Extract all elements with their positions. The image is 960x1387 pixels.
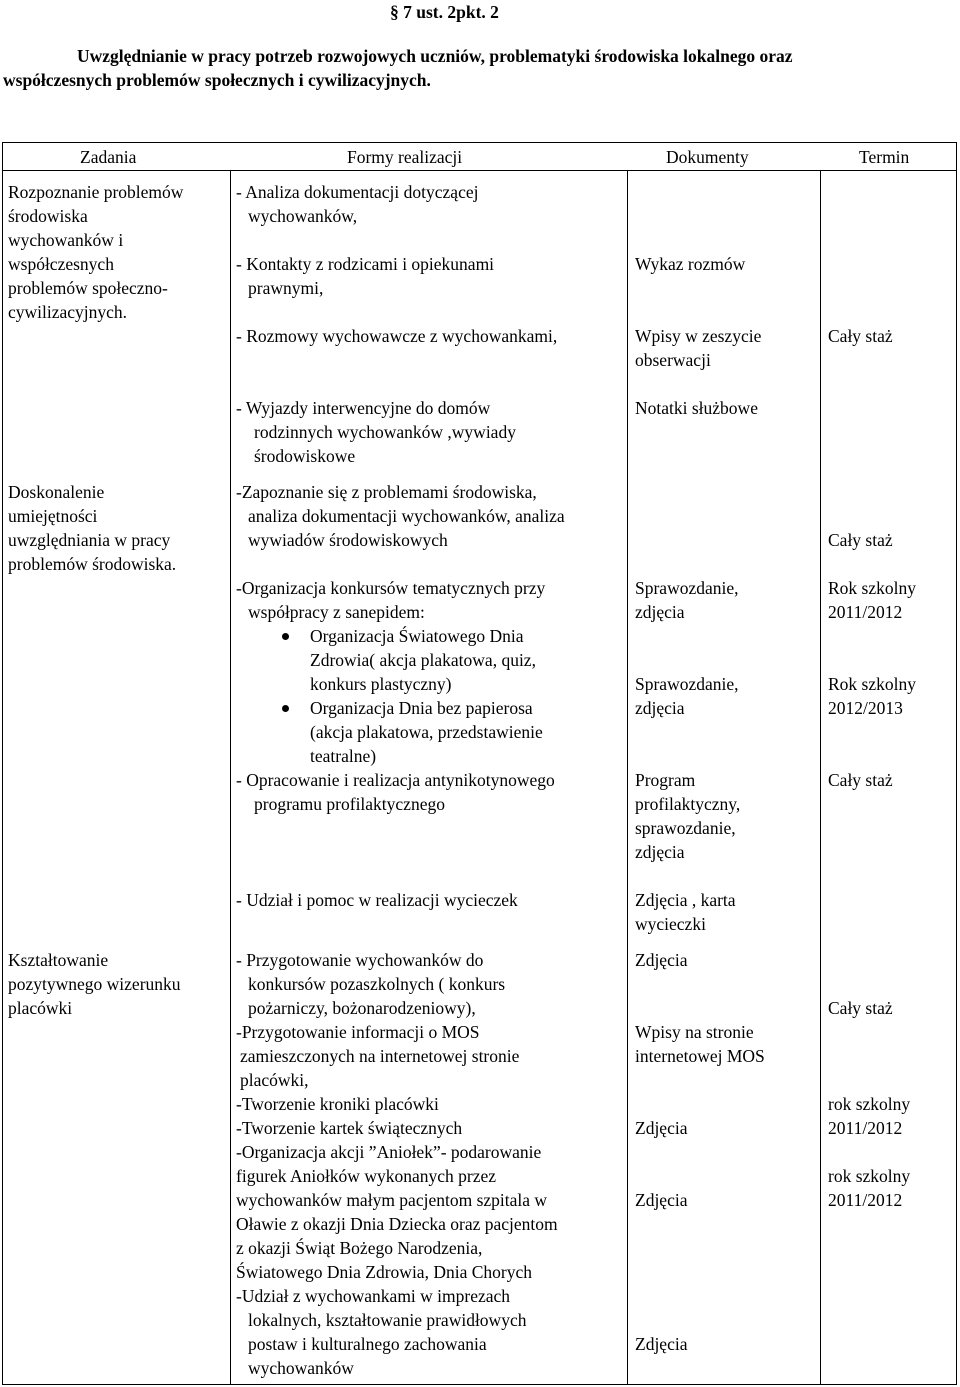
- column-divider-2: [627, 170, 628, 1385]
- document-title-line-1: Uwzględnianie w pracy potrzeb rozwojowych uczniów, problematyki środowiska lokalnego oraz: [77, 46, 793, 66]
- document-line: profilaktyczny,: [635, 794, 741, 814]
- form-line: - Rozmowy wychowawcze z wychowankami,: [236, 326, 558, 346]
- form-line: teatralne): [310, 746, 377, 766]
- term-line: Cały staż: [828, 770, 893, 790]
- table-top-border: [2, 142, 957, 143]
- column-divider-1: [230, 170, 231, 1385]
- form-line: konkursów pozaszkolnych ( konkurs: [248, 974, 506, 994]
- task-line: środowiska: [8, 206, 88, 226]
- column-header-forms: Formy realizacji: [347, 147, 463, 167]
- bullet-icon: [282, 633, 289, 640]
- document-line: Wykaz rozmów: [635, 254, 746, 274]
- form-line: -Organizacja konkursów tematycznych przy: [236, 578, 546, 598]
- form-line: zamieszczonych na internetowej stronie: [240, 1046, 520, 1066]
- document-line: Zdjęcia: [635, 1190, 688, 1210]
- form-line: z okazji Świąt Bożego Narodzenia,: [236, 1238, 483, 1258]
- term-line: rok szkolny: [828, 1166, 911, 1186]
- form-line: -Przygotowanie informacji o MOS: [236, 1022, 480, 1042]
- document-line: Notatki służbowe: [635, 398, 758, 418]
- form-line: wychowanków,: [248, 206, 358, 226]
- term-line: Cały staż: [828, 998, 893, 1018]
- document-line: Sprawozdanie,: [635, 674, 739, 694]
- form-line: - Wyjazdy interwencyjne do domów: [236, 398, 491, 418]
- term-line: Rok szkolny: [828, 578, 916, 598]
- form-line: pożarniczy, bożonarodzeniowy),: [248, 998, 476, 1018]
- document-line: Zdjęcia: [635, 1334, 688, 1354]
- form-line: Zdrowia( akcja plakatowa, quiz,: [310, 650, 536, 670]
- form-line: prawnymi,: [248, 278, 324, 298]
- document-line: Wpisy w zeszycie: [635, 326, 762, 346]
- document-line: zdjęcia: [635, 842, 685, 862]
- term-line: 2011/2012: [828, 1190, 903, 1210]
- form-line: - Analiza dokumentacji dotyczącej: [236, 182, 479, 202]
- form-line: - Udział i pomoc w realizacji wycieczek: [236, 890, 518, 910]
- column-header-tasks: Zadania: [80, 147, 137, 167]
- document-line: Wpisy na stronie: [635, 1022, 754, 1042]
- header-bottom-border: [2, 170, 957, 171]
- document-title-line-2: współczesnych problemów społecznych i cywilizacyjnych.: [3, 70, 431, 90]
- form-line: wychowanków: [248, 1358, 354, 1378]
- section-reference: § 7 ust. 2pkt. 2: [390, 2, 499, 22]
- form-line: współpracy z sanepidem:: [248, 602, 425, 622]
- term-line: 2011/2012: [828, 602, 903, 622]
- document-line: sprawozdanie,: [635, 818, 736, 838]
- document-line: wycieczki: [635, 914, 706, 934]
- document-line: Zdjęcia: [635, 1118, 688, 1138]
- form-line: placówki,: [240, 1070, 309, 1090]
- form-line: Światowego Dnia Zdrowia, Dnia Chorych: [236, 1262, 532, 1282]
- document-line: Zdjęcia , karta: [635, 890, 736, 910]
- task-line: Rozpoznanie problemów: [8, 182, 184, 202]
- form-line: - Opracowanie i realizacja antynikotynowego: [236, 770, 555, 790]
- form-line: figurek Aniołków wykonanych przez: [236, 1166, 496, 1186]
- column-header-term: Termin: [859, 147, 910, 167]
- task-line: pozytywnego wizerunku: [8, 974, 181, 994]
- form-line: -Zapoznanie się z problemami środowiska,: [236, 482, 537, 502]
- task-line: placówki: [8, 998, 73, 1018]
- document-line: Program: [635, 770, 696, 790]
- task-line: uwzględniania w pracy: [8, 530, 171, 550]
- term-line: Cały staż: [828, 326, 893, 346]
- form-line: - Przygotowanie wychowanków do: [236, 950, 484, 970]
- form-line: Organizacja Dnia bez papierosa: [310, 698, 533, 718]
- term-line: rok szkolny: [828, 1094, 911, 1114]
- form-line: programu profilaktycznego: [254, 794, 445, 814]
- form-line: Oławie z okazji Dnia Dziecka oraz pacjentom: [236, 1214, 558, 1234]
- task-line: cywilizacyjnych.: [8, 302, 128, 322]
- task-line: Kształtowanie: [8, 950, 109, 970]
- task-line: problemów społeczno-: [8, 278, 168, 298]
- form-line: Organizacja Światowego Dnia: [310, 626, 524, 646]
- table-right-border: [956, 142, 957, 1385]
- form-line: lokalnych, kształtowanie prawidłowych: [248, 1310, 527, 1330]
- form-line: -Udział z wychowankami w imprezach: [236, 1286, 511, 1306]
- form-line: (akcja plakatowa, przedstawienie: [310, 722, 543, 742]
- form-line: -Organizacja akcji ”Aniołek”- podarowanie: [236, 1142, 542, 1162]
- column-divider-3: [820, 170, 821, 1385]
- bullet-icon: [282, 705, 289, 712]
- term-line: 2012/2013: [828, 698, 903, 718]
- form-line: środowiskowe: [254, 446, 356, 466]
- term-line: Cały staż: [828, 530, 893, 550]
- document-line: zdjęcia: [635, 698, 685, 718]
- task-line: problemów środowiska.: [8, 554, 177, 574]
- form-line: -Tworzenie kroniki placówki: [236, 1094, 439, 1114]
- document-line: Zdjęcia: [635, 950, 688, 970]
- task-line: wychowanków i: [8, 230, 124, 250]
- term-line: 2011/2012: [828, 1118, 903, 1138]
- form-line: wychowanków małym pacjentom szpitala w: [236, 1190, 548, 1210]
- form-line: -Tworzenie kartek świątecznych: [236, 1118, 463, 1138]
- table-bottom-border: [2, 1384, 957, 1385]
- form-line: wywiadów środowiskowych: [248, 530, 448, 550]
- document-line: Sprawozdanie,: [635, 578, 739, 598]
- document-line: obserwacji: [635, 350, 711, 370]
- form-line: konkurs plastyczny): [310, 674, 452, 694]
- table-left-border: [2, 142, 3, 1385]
- form-line: rodzinnych wychowanków ,wywiady: [254, 422, 516, 442]
- document-line: zdjęcia: [635, 602, 685, 622]
- form-line: analiza dokumentacji wychowanków, analiza: [248, 506, 565, 526]
- document-line: internetowej MOS: [635, 1046, 765, 1066]
- form-line: - Kontakty z rodzicami i opiekunami: [236, 254, 495, 274]
- term-line: Rok szkolny: [828, 674, 916, 694]
- task-line: współczesnych: [8, 254, 114, 274]
- task-line: Doskonalenie: [8, 482, 105, 502]
- form-line: postaw i kulturalnego zachowania: [248, 1334, 487, 1354]
- task-line: umiejętności: [8, 506, 98, 526]
- column-header-documents: Dokumenty: [666, 147, 749, 167]
